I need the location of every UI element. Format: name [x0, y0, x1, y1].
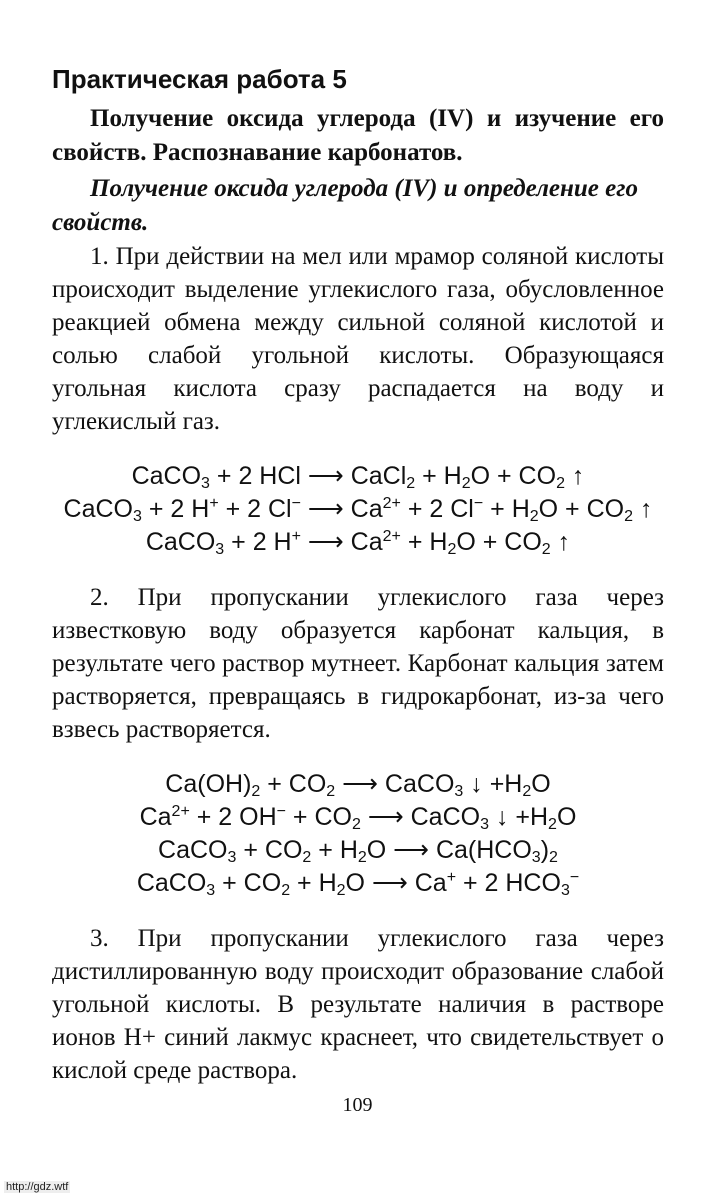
- block1-equation-2: CaCO$_3$ + 2 H+ + 2 Cl− ⟶ $Ca^{2+} + 2$ $Cl^- + H_2O + CO_2$ ↑: [63, 495, 653, 525]
- paragraph-1: 1. При действии на мел или мрамор соляной кислоты происходит выделение углекислого газа, обусловленное реакцией обмена между сильной соляной кислотой и солью слабой угольной кислоты. Образующаяся угольная кислота сразу распадается на воду и углекислый газ.: [52, 243, 664, 435]
- equation-block-2: [52, 768, 664, 900]
- section-heading: Получение оксида углерода (IV) и определение его свойств.: [52, 175, 638, 236]
- page-content: [52, 62, 664, 1087]
- work-subtitle: Получение оксида углерода (IV) и изучение его свойств. Распознавание карбонатов.: [52, 105, 664, 166]
- block2-equation-2: $Ca^{2+} + 2$ $OH^- + CO_2$ ⟶ CaCO$_3$ ↓ $+H_2O$: [139, 803, 577, 833]
- block2-equation-3: CaCO$_3$ + $CO_2 + H_2O$ ⟶ $Ca(HCO_3)_2$: [158, 836, 558, 866]
- equation-block-1: [52, 460, 664, 559]
- watermark: http://gdz.wtf: [6, 1181, 69, 1193]
- page-number: 109: [342, 1094, 373, 1116]
- block1-equation-1: CaCO$_3$ + 2 HCl ⟶ CaCl$_2$ + $H_2O + CO_2$ ↑: [131, 462, 585, 492]
- block2-equation-4: CaCO$_3$ + $CO_2 + H_2O$ ⟶ Ca+ + 2 $HCO_3^-$: [136, 869, 580, 899]
- page-title: Практическая работа 5: [52, 64, 347, 94]
- paragraph-2: 2. При пропускании углекислого газа через известковую воду образуется карбонат кальция, в результате чего раствор мутнеет. Карбонат кальция затем растворяется, превращаясь в гидрокарбонат, из-за чего взвесь растворяется.: [52, 584, 664, 743]
- block1-equation-3: CaCO$_3$ + 2 H+ ⟶ $Ca^{2+} + H_2O + CO_2$ ↑: [145, 528, 571, 558]
- paragraph-3: 3. При пропускании углекислого газа через дистиллированную воду происходит образование слабой угольной кислоты. В результате наличия в растворе ионов H+ синий лакмус краснеет, что свидетельствует о кислой среде раствора.: [52, 925, 664, 1084]
- block2-equation-1: $Ca(OH)_2 + CO_2$ ⟶ CaCO$_3$ ↓ $+H_2O$: [165, 770, 551, 800]
